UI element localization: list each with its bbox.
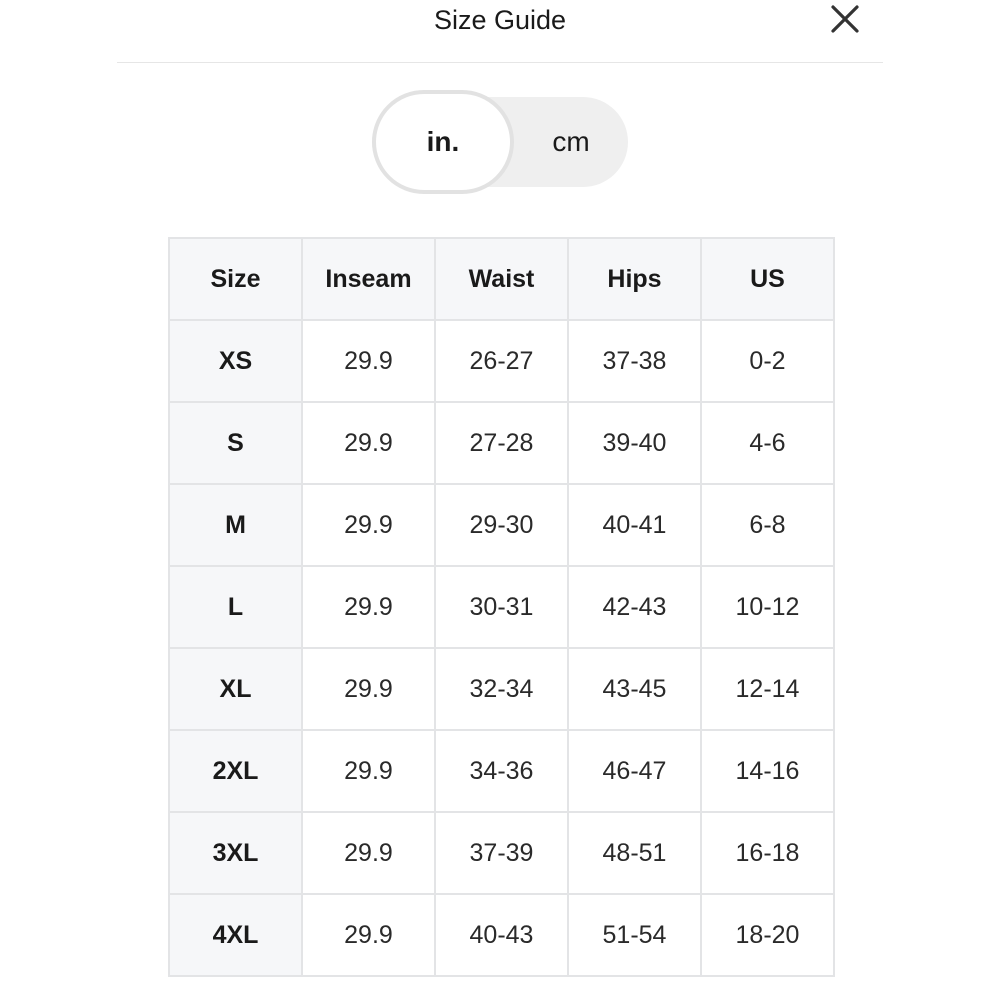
size-cell: L [169,566,302,648]
size-cell: XS [169,320,302,402]
hips-cell: 46-47 [568,730,701,812]
us-size-cell: 14-16 [701,730,834,812]
size-cell: M [169,484,302,566]
waist-cell: 27-28 [435,402,568,484]
size-cell: S [169,402,302,484]
column-header-inseam: Inseam [302,238,435,320]
hips-cell: 43-45 [568,648,701,730]
hips-cell: 42-43 [568,566,701,648]
waist-cell: 34-36 [435,730,568,812]
waist-cell: 40-43 [435,894,568,976]
unit-toggle [372,97,628,187]
column-header-us: US [701,238,834,320]
inseam-cell: 29.9 [302,730,435,812]
waist-cell: 26-27 [435,320,568,402]
table-row [169,566,834,648]
hips-cell: 37-38 [568,320,701,402]
table-row [169,484,834,566]
header-divider [117,62,883,63]
inseam-cell: 29.9 [302,484,435,566]
hips-cell: 51-54 [568,894,701,976]
hips-cell: 40-41 [568,484,701,566]
inseam-cell: 29.9 [302,402,435,484]
table-header-row [169,238,834,320]
column-header-hips: Hips [568,238,701,320]
size-table [168,237,835,977]
table-row [169,402,834,484]
us-size-cell: 18-20 [701,894,834,976]
close-icon [828,2,862,36]
waist-cell: 37-39 [435,812,568,894]
inseam-cell: 29.9 [302,648,435,730]
size-cell: 3XL [169,812,302,894]
hips-cell: 39-40 [568,402,701,484]
us-size-cell: 10-12 [701,566,834,648]
waist-cell: 32-34 [435,648,568,730]
close-button[interactable] [828,2,862,36]
us-size-cell: 12-14 [701,648,834,730]
us-size-cell: 0-2 [701,320,834,402]
table-row [169,730,834,812]
hips-cell: 48-51 [568,812,701,894]
size-guide-header [0,0,1000,62]
us-size-cell: 16-18 [701,812,834,894]
unit-option-cm[interactable]: cm [552,126,590,157]
inseam-cell: 29.9 [302,894,435,976]
column-header-size: Size [169,238,302,320]
table-row [169,812,834,894]
waist-cell: 30-31 [435,566,568,648]
inseam-cell: 29.9 [302,812,435,894]
us-size-cell: 6-8 [701,484,834,566]
waist-cell: 29-30 [435,484,568,566]
us-size-cell: 4-6 [701,402,834,484]
page-title: Size Guide [433,5,567,35]
size-cell: 4XL [169,894,302,976]
table-row [169,648,834,730]
unit-option-inches[interactable]: in. [372,90,514,194]
size-cell: XL [169,648,302,730]
table-row [169,320,834,402]
table-row [169,894,834,976]
inseam-cell: 29.9 [302,320,435,402]
inseam-cell: 29.9 [302,566,435,648]
size-cell: 2XL [169,730,302,812]
column-header-waist: Waist [435,238,568,320]
